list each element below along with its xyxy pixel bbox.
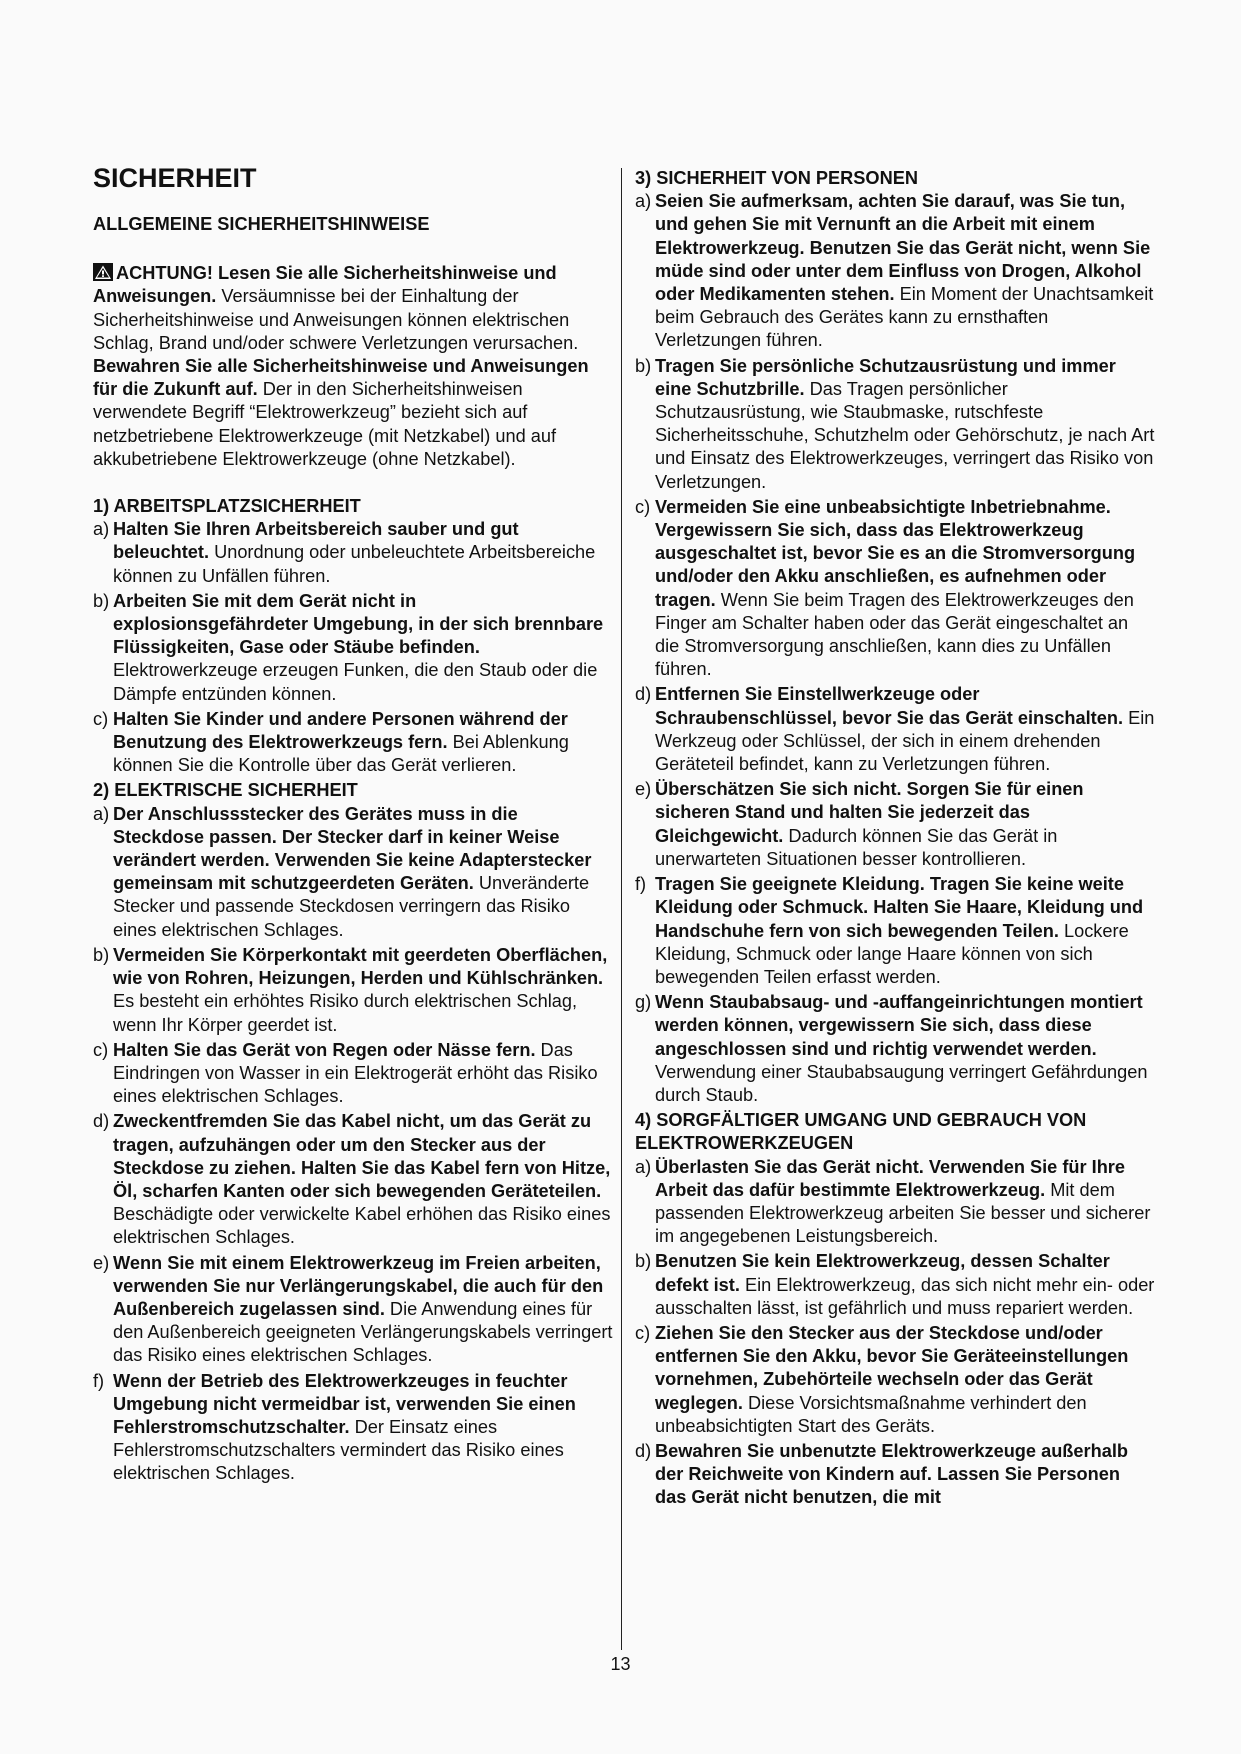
list-item: f) Tragen Sie geeignete Kleidung. Tragen Sie keine weite Kleidung oder Schmuck. Halten Sie Haare, Kleidung und Handschuhe fern von sich bewegenden Teilen. Lockere Kleidung, Schmuck oder lange Haare können von sich bewegenden Teilen erfasst werden.: [635, 874, 1144, 987]
page-title: SICHERHEIT: [93, 163, 257, 193]
page-number: 13: [610, 1654, 631, 1674]
list-item: a) Der Anschlussstecker des Gerätes muss in die Steckdose passen. Der Stecker darf in keiner Weise verändert werden. Verwenden Sie keine Adapterstecker gemeinsam mit schutzgeerdeten Geräten. Unveränderte Stecker und passende Steckdosen verringern das Risiko eines elektrischen Schlages.: [93, 803, 592, 940]
list-item: b) Benutzen Sie kein Elektrowerkzeug, dessen Schalter defekt ist. Ein Elektrowerkzeug, das sich nicht mehr ein- oder ausschalten lässt, ist gefährlich und muss repariert werden.: [635, 1251, 1155, 1318]
list-item: c) Vermeiden Sie eine unbeabsichtigte Inbetriebnahme. Vergewissern Sie sich, dass das Elektrowerkzeug ausgeschaltet ist, bevor Sie es an die Stromversorgung und/oder den Akku anschließen, es aufnehmen oder tragen. Wenn Sie beim Tragen des Elektrowerkzeuges den Finger am Schalter haben oder das Gerät eingeschaltet an die Stromversorgung anschließen, kann dies zu Unfällen führen.: [635, 496, 1136, 680]
warning-triangle-icon: [93, 263, 113, 281]
list-item: f) Wenn der Betrieb des Elektrowerkzeuges in feuchter Umgebung nicht vermeidbar ist, verwenden Sie einen Fehlerstromschutzschalter. Der Einsatz eines Fehlerstromschutzschalters vermindert das Risiko eines elektrischen Schlages.: [93, 1370, 576, 1484]
list-item: a) Überlasten Sie das Gerät nicht. Verwenden Sie für Ihre Arbeit das dafür bestimmte Elektrowerkzeug. Mit dem passenden Elektrowerkzeug arbeiten Sie besser und sicherer im angegebenen Leistungsbereich.: [635, 1156, 1151, 1247]
section-heading: 1) ARBEITSPLATZSICHERHEIT: [93, 496, 361, 517]
section-heading: 2) ELEKTRISCHE SICHERHEIT: [93, 780, 358, 801]
list-item: b) Tragen Sie persönliche Schutzausrüstung und immer eine Schutzbrille. Das Tragen persönlicher Schutzausrüstung, wie Staubmaske, rutschfeste Sicherheitsschuhe, Schutzhelm oder Gehörschutz, je nach Art und Einsatz des Elektrowerkzeuges, verringert das Risiko von Verletzungen.: [635, 355, 1155, 492]
list-item: a) Halten Sie Ihren Arbeitsbereich sauber und gut beleuchtet. Unordnung oder unbeleuchtete Arbeitsbereiche können zu Unfällen führen.: [93, 519, 596, 586]
right-column: [635, 167, 1155, 1512]
section-subtitle: ALLGEMEINE SICHERHEITSHINWEISE: [93, 214, 430, 234]
warning-paragraph: ACHTUNG! Lesen Sie alle Sicherheitshinweise und Anweisungen. Versäumnisse bei der Einhaltung der Sicherheitshinweise und Anweisungen können elektrischen Schlag, Brand und/oder schwere Verletzungen verursachen. Bewahren Sie alle Sicherheitshinweise und Anweisungen für die Zukunft auf. Der in den Sicherheitshinweisen verwendete Begriff “Elektrowerkzeug” bezieht sich auf netzbetriebene Elektrowerkzeuge (mit Netzkabel) und auf akkubetriebene Elektrowerkzeuge (ohne Netzkabel).: [93, 263, 589, 469]
list-item: e) Wenn Sie mit einem Elektrowerkzeug im Freien arbeiten, verwenden Sie nur Verlängerungskabel, die auch für den Außenbereich zugelassen sind. Die Anwendung eines für den Außenbereich geeigneten Verlängerungskabels verringert das Risiko eines elektrischen Schlages.: [93, 1252, 613, 1366]
list-item: b) Arbeiten Sie mit dem Gerät nicht in explosionsgefährdeter Umgebung, in der sich brennbare Flüssigkeiten, Gase oder Stäube befinden. Elektrowerkzeuge erzeugen Funken, die den Staub oder die Dämpfe entzünden können.: [93, 590, 604, 704]
list-item: c) Halten Sie Kinder und andere Personen während der Benutzung des Elektrowerkzeugs fern. Bei Ablenkung können Sie die Kontrolle über das Gerät verlieren.: [93, 708, 569, 776]
list-item: d) Bewahren Sie unbenutzte Elektrowerkzeuge außerhalb der Reichweite von Kindern auf. Lassen Sie Personen das Gerät nicht benutzen, die mit: [635, 1440, 1128, 1508]
list-item: c) Ziehen Sie den Stecker aus der Steckdose und/oder entfernen Sie den Akku, bevor Sie Geräteeinstellungen vornehmen, Zubehörteile wechseln oder das Gerät weglegen. Diese Vorsichtsmaßnahme verhindert den unbeabsichtigten Start des Geräts.: [635, 1322, 1129, 1436]
section-heading: 3) SICHERHEIT VON PERSONEN: [635, 168, 918, 188]
list-item: b) Vermeiden Sie Körperkontakt mit geerdeten Oberflächen, wie von Rohren, Heizungen, Herden und Kühlschränken. Es besteht ein erhöhtes Risiko durch elektrischen Schlag, wenn Ihr Körper geerdet ist.: [93, 944, 608, 1035]
list-item: d) Zweckentfremden Sie das Kabel nicht, um das Gerät zu tragen, aufzuhängen oder um den Stecker aus der Steckdose zu ziehen. Halten Sie das Kabel fern von Hitze, Öl, scharfen Kanten oder sich bewegenden Geräteteilen. Beschädigte oder verwickelte Kabel erhöhen das Risiko eines elektrischen Schlages.: [93, 1111, 611, 1248]
column-divider: [621, 168, 622, 1650]
list-item: g) Wenn Staubabsaug- und -auffangeinrichtungen montiert werden können, vergewissern Sie sich, dass diese angeschlossen sind und richtig verwendet werden. Verwendung einer Staubabsaugung verringert Gefährdungen durch Staub.: [635, 992, 1148, 1105]
list-item: e) Überschätzen Sie sich nicht. Sorgen Sie für einen sicheren Stand und halten Sie jederzeit das Gleichgewicht. Dadurch können Sie das Gerät in unerwarteten Situationen besser kontrollieren.: [635, 779, 1084, 869]
list-item: a) Seien Sie aufmerksam, achten Sie darauf, was Sie tun, und gehen Sie mit Vernunft an die Arbeit mit einem Elektrowerkzeug. Benutzen Sie das Gerät nicht, wenn Sie müde sind oder unter dem Einfluss von Drogen, Alkohol oder Medikamenten stehen. Ein Moment der Unachtsamkeit beim Gebrauch des Gerätes kann zu ernsthaften Verletzungen führen.: [635, 191, 1154, 351]
list-item: d) Entfernen Sie Einstellwerkzeuge oder Schraubenschlüssel, bevor Sie das Gerät einschalten. Ein Werkzeug oder Schlüssel, der sich in einem drehenden Geräteteil befindet, kann zu Verletzungen führen.: [635, 684, 1155, 775]
section-heading: 4) SORGFÄLTIGER UMGANG UND GEBRAUCH VON ELEKTROWERKZEUGEN: [635, 1110, 1087, 1154]
list-item: c) Halten Sie das Gerät von Regen oder Nässe fern. Das Eindringen von Wasser in ein Elektrogerät erhöht das Risiko eines elektrischen Schlages.: [93, 1039, 598, 1107]
left-column: [93, 162, 613, 1488]
